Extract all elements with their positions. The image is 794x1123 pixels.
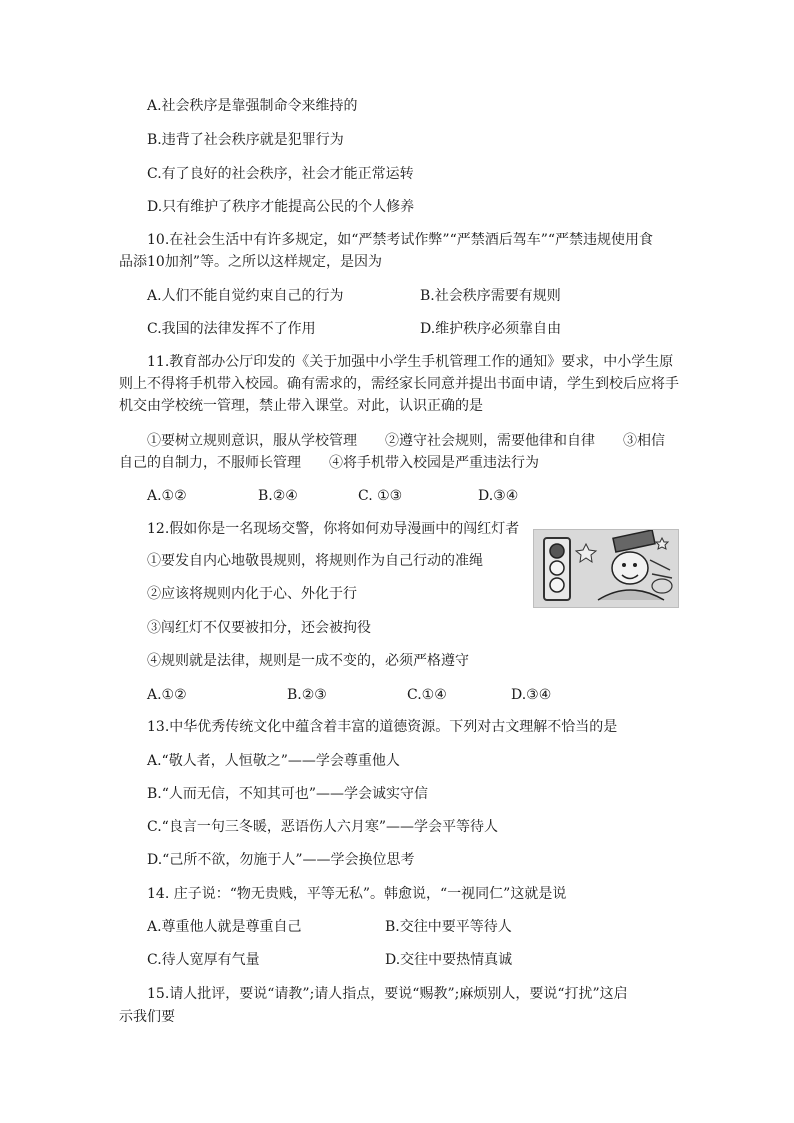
q12-stem: 12.假如你是一名现场交警，你将如何劝导漫画中的闯红灯者: [147, 521, 520, 537]
q12-item-3: ③闯红灯不仅要被扣分，还会被拘役: [147, 620, 371, 636]
q10-stem-line1: 10.在社会生活中有许多规定，如“严禁考试作弊”“严禁酒后驾车”“严禁违规使用食: [147, 232, 654, 248]
q14-option-c: C.待人宽厚有气量: [147, 952, 260, 968]
q9-option-b: B.违背了社会秩序就是犯罪行为: [147, 132, 344, 148]
q11-stem-line3: 机交由学校统一管理，禁止带入课堂。对此，认识正确的是: [119, 398, 483, 414]
q14-option-d: D.交往中要热情真诚: [385, 952, 513, 968]
q9-option-c: C.有了良好的社会秩序，社会才能正常运转: [147, 166, 414, 182]
q11-stem-line1: 11.教育部办公厅印发的《关于加强中小学生手机管理工作的通知》要求，中小学生原: [147, 354, 674, 370]
traffic-cartoon-image: [533, 529, 679, 608]
q12-item-4: ④规则就是法律，规则是一成不变的，必须严格遵守: [147, 653, 469, 669]
q12-option-d: D.③④: [511, 687, 552, 703]
q10-stem-line2: 品添10加剂”等。之所以这样规定，是因为: [119, 254, 382, 270]
q15-stem-line1: 15.请人批评，要说“请教”;请人指点，要说“赐教”;麻烦别人，要说“打扰”这启: [147, 986, 628, 1002]
q12-item-1: ①要发自内心地敬畏规则，将规则作为自己行动的准绳: [147, 553, 483, 569]
q11-items-line1: ①要树立规则意识，服从学校管理 ②遵守社会规则，需要他律和自律 ③相信: [147, 433, 665, 449]
q13-stem: 13.中华优秀传统文化中蕴含着丰富的道德资源。下列对古文理解不恰当的是: [147, 719, 618, 735]
q12-option-b: B.②③: [287, 687, 327, 703]
q14-stem: 14. 庄子说：“物无贵贱，平等无私”。韩愈说，“一视同仁”这就是说: [147, 886, 567, 902]
q13-option-c: C.“良言一句三冬暖，恶语伤人六月寒”——学会平等待人: [147, 819, 498, 835]
q12-option-c: C.①④: [407, 687, 447, 703]
q11-option-a: A.①②: [147, 488, 187, 504]
q11-stem-line2: 则上不得将手机带入校园。确有需求的，需经家长同意并提出书面申请，学生到校后应将手: [119, 376, 679, 392]
q14-option-b: B.交往中要平等待人: [385, 919, 512, 935]
q11-option-d: D.③④: [478, 488, 519, 504]
q11-items-line2: 自己的自制力，不服师长管理 ④将手机带入校园是严重违法行为: [119, 455, 539, 471]
q10-option-c: C.我国的法律发挥不了作用: [147, 321, 316, 337]
q12-option-a: A.①②: [147, 687, 187, 703]
q13-option-d: D.“己所不欲，勿施于人”——学会换位思考: [147, 852, 415, 868]
q10-option-b: B.社会秩序需要有规则: [420, 288, 561, 304]
q10-option-a: A.人们不能自觉约束自己的行为: [147, 288, 344, 304]
q14-option-a: A.尊重他人就是尊重自己: [147, 919, 302, 935]
q11-option-b: B.②④: [258, 488, 298, 504]
q9-option-a: A.社会秩序是靠强制命令来维持的: [147, 98, 358, 114]
q9-option-d: D.只有维护了秩序才能提高公民的个人修养: [147, 199, 415, 215]
q13-option-b: B.“人而无信，不知其可也”——学会诚实守信: [147, 786, 429, 802]
q12-item-2: ②应该将规则内化于心、外化于行: [147, 586, 357, 602]
q13-option-a: A.“敬人者，人恒敬之”——学会尊重他人: [147, 753, 400, 769]
q10-option-d: D.维护秩序必须靠自由: [420, 321, 562, 337]
q11-option-c: C. ①③: [358, 488, 403, 504]
q15-stem-line2: 示我们要: [119, 1009, 175, 1025]
